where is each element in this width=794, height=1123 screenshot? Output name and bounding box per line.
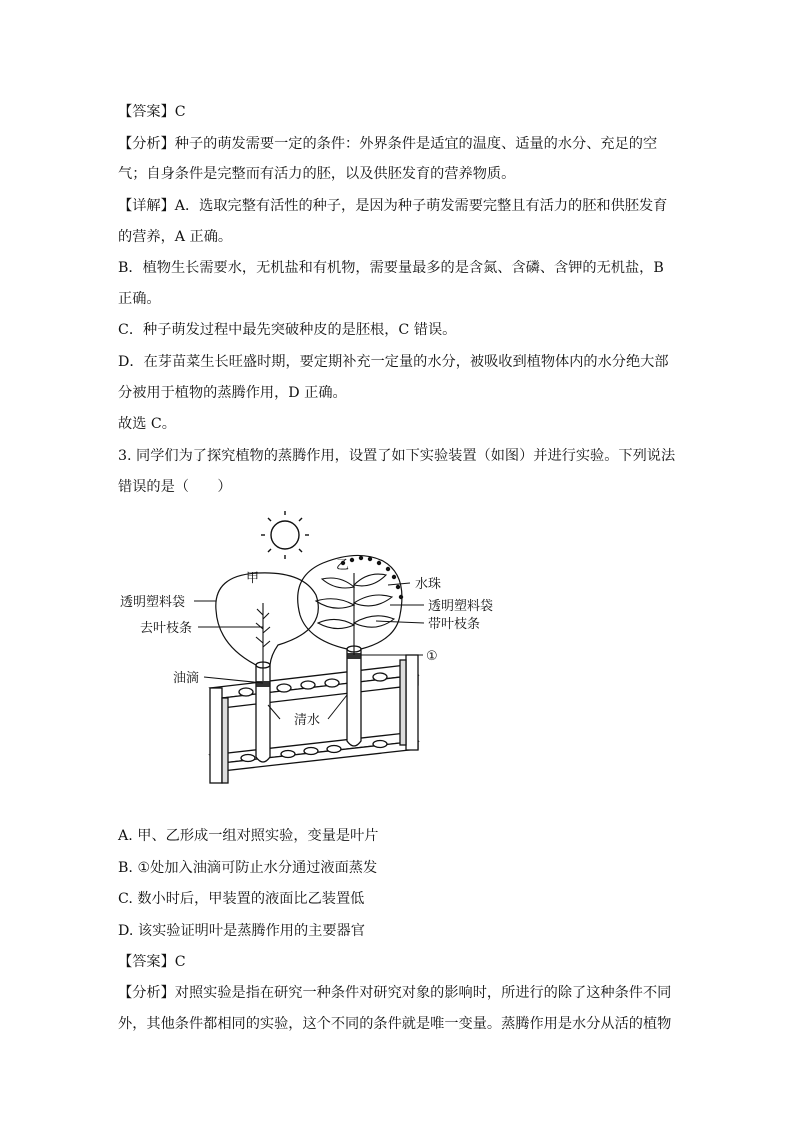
option-a: A. 甲、乙形成一组对照实验，变量是叶片 [118, 828, 379, 844]
test-tube-yi [347, 646, 361, 746]
option-b: B. ①处加入油滴可防止水分通过液面蒸发 [118, 860, 378, 876]
analysis2-line-2: 外，其他条件都相同的实验，这个不同的条件就是唯一变量。蒸腾作用是水分从活的植物 [118, 1016, 672, 1032]
sun-icon [261, 511, 309, 559]
question-3-line-1: 3. 同学们为了探究植物的蒸腾作用，设置了如下实验装置（如图）并进行实验。下列说法 [118, 448, 676, 464]
option-d: D. 该实验证明叶是蒸腾作用的主要器官 [118, 923, 365, 939]
analysis-line-2: 气；自身条件是完整而有活力的胚，以及供胚发育的营养物质。 [118, 166, 516, 182]
detail-line-3: B．植物生长需要水，无机盐和有机物，需要量最多的是含氮、含磷、含钾的无机盐，B [118, 260, 664, 276]
detail-line-1: 【详解】A．选取完整有活性的种子，是因为种子萌发需要完整且有活力的胚和供胚发育 [118, 198, 668, 214]
detail-line-6: D．在芽苗菜生长旺盛时期，要定期补充一定量的水分，被吸收到植物体内的水分绝大部 [118, 354, 669, 370]
question-3-line-2: 错误的是（ ） [118, 479, 232, 495]
option-c: C. 数小时后，甲装置的液面比乙装置低 [118, 891, 365, 907]
label-water-droplets: 水珠 [415, 577, 442, 592]
analysis-line-1: 【分析】种子的萌发需要一定的条件：外界条件是适宜的温度、适量的水分、充足的空 [118, 136, 658, 152]
label-bag-right: 透明塑料袋 [428, 599, 494, 614]
label-leafy-branch: 带叶枝条 [428, 617, 481, 632]
label-bag-left: 透明塑料袋 [120, 595, 186, 610]
label-leafless-branch: 去叶枝条 [140, 621, 193, 636]
transpiration-experiment-figure [118, 505, 658, 795]
detail-line-2: 的营养，A 正确。 [118, 229, 233, 245]
plastic-bag-jia [216, 573, 319, 665]
label-yi: 乙 [336, 558, 350, 573]
label-oil-drop: 油滴 [173, 671, 200, 686]
detail-line-7: 分被用于植物的蒸腾作用，D 正确。 [118, 385, 347, 401]
answer-line-2: 【答案】C [118, 954, 186, 970]
label-jia: 甲 [246, 571, 260, 586]
label-clear-water: 清水 [294, 713, 321, 728]
answer-line-1: 【答案】C [118, 104, 186, 120]
analysis2-line-1: 【分析】对照实验是指在研究一种条件对研究对象的影响时，所进行的除了这种条件不同 [118, 985, 672, 1001]
label-marker-1: ① [426, 649, 438, 664]
conclusion-line: 故选 C。 [118, 416, 176, 432]
detail-line-4: 正确。 [118, 291, 161, 307]
detail-line-5: C．种子萌发过程中最先突破种皮的是胚根，C 错误。 [118, 322, 457, 338]
